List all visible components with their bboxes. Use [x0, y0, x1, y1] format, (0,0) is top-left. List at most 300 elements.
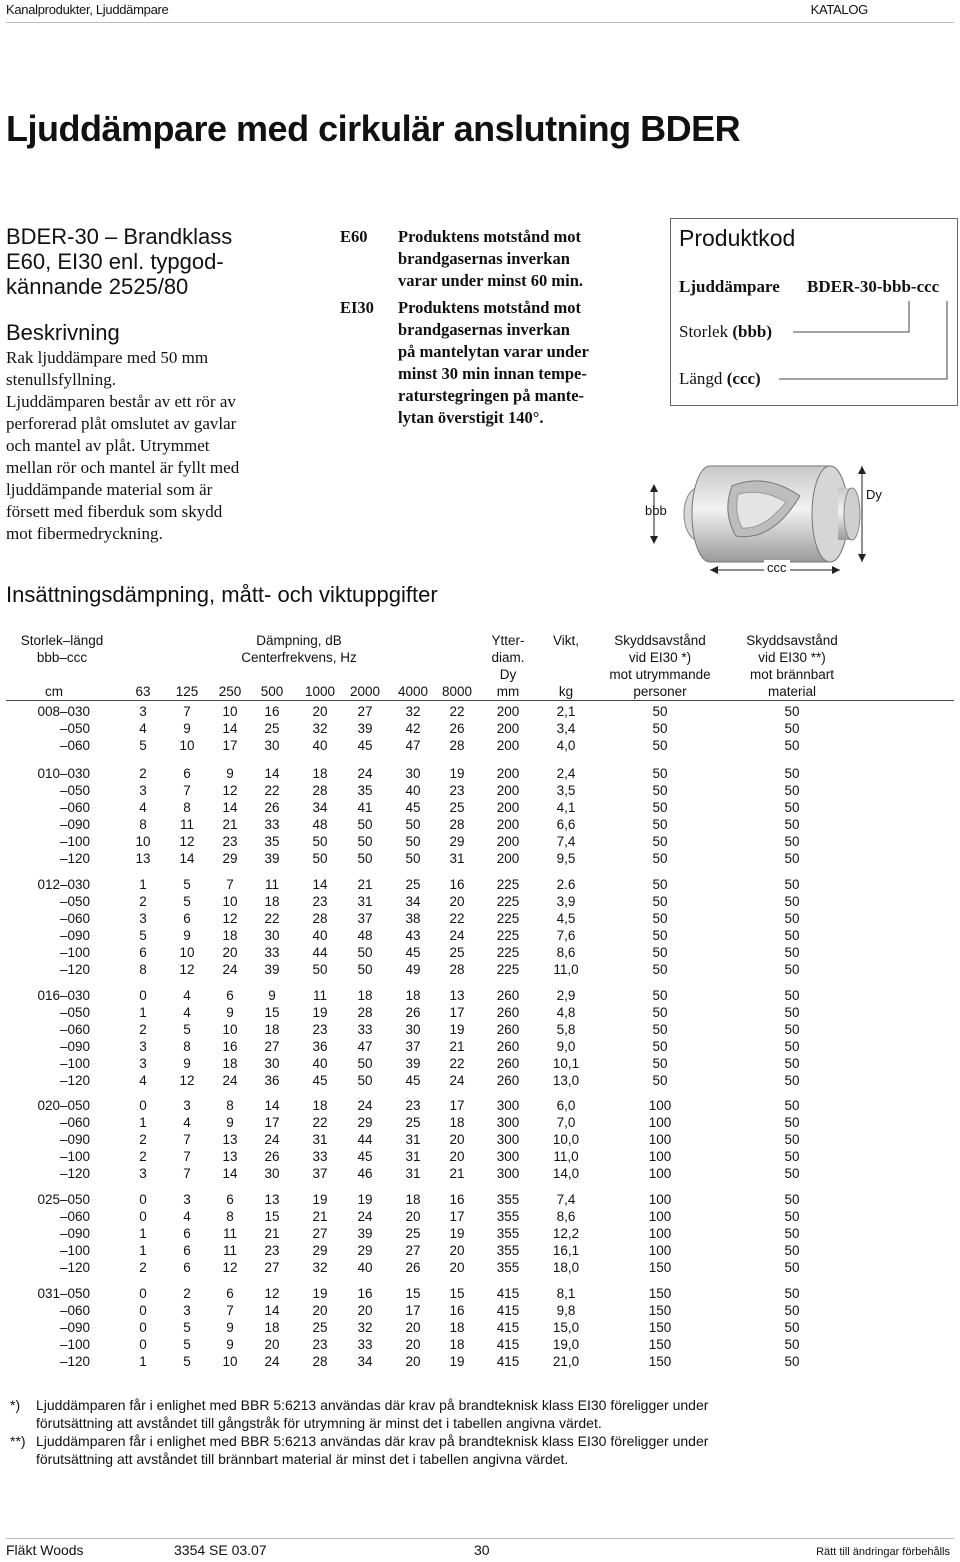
table-cell: 21 [357, 877, 373, 892]
table-cell: 50 [652, 1073, 668, 1088]
beskrivning-line: perforerad plåt omslutet av gavlar [6, 414, 237, 433]
table-cell: 24 [449, 1073, 465, 1088]
table-cell: 200 [496, 738, 520, 753]
table-cell: 21 [312, 1209, 328, 1224]
table-cell: 13 [222, 1132, 238, 1147]
table-cell: 18 [357, 988, 373, 1003]
header-skydd-material: Skyddsavstånd [746, 633, 838, 648]
produktkod-code: BDER-30-bbb-ccc [807, 277, 940, 296]
table-cell: 29 [357, 1243, 373, 1258]
table-row-size: –050 [59, 783, 90, 798]
table-cell: 50 [784, 1337, 800, 1352]
header-unit: 4000 [397, 684, 429, 699]
table-cell: 0 [139, 1098, 147, 1113]
table-cell: 12 [179, 962, 195, 977]
table-row-size: –120 [59, 1166, 90, 1181]
table-cell: 31 [405, 1149, 421, 1164]
table-cell: 50 [652, 911, 668, 926]
table-cell: 7 [226, 877, 234, 892]
table-cell: 4 [139, 721, 147, 736]
table-cell: 50 [652, 1005, 668, 1020]
table-cell: 25 [264, 721, 280, 736]
header-storlek: bbb–ccc [36, 650, 88, 665]
table-cell: 40 [312, 738, 328, 753]
beskrivning-line: och mantel av plåt. Utrymmet [6, 436, 210, 455]
table-cell: 19 [449, 1226, 465, 1241]
table-cell: 5 [139, 738, 147, 753]
footnote-2 [10, 1432, 950, 1468]
table-row-size: –100 [59, 1056, 90, 1071]
class-text-line: minst 30 min innan tempe- [398, 364, 587, 383]
table-cell: 50 [784, 1005, 800, 1020]
table-row-size: –120 [59, 1354, 90, 1369]
table-cell: 13 [222, 1149, 238, 1164]
header-unit: 63 [135, 684, 151, 699]
header-ytterdiam: Dy [499, 667, 517, 682]
table-cell: 4,0 [556, 738, 576, 753]
langd-label: Längd (ccc) [679, 369, 761, 388]
table-cell: 35 [264, 834, 280, 849]
table-cell: 17 [264, 1115, 280, 1130]
table-cell: 33 [264, 945, 280, 960]
table-cell: 4 [183, 1115, 191, 1130]
header-skydd-material: material [767, 684, 816, 699]
table-cell: 2 [139, 1149, 147, 1164]
table-cell: 20 [312, 704, 328, 719]
table-cell: 355 [496, 1209, 520, 1224]
table-cell: 6 [183, 1243, 191, 1258]
table-cell: 50 [784, 1320, 800, 1335]
table-cell: 200 [496, 783, 520, 798]
table-cell: 415 [496, 1303, 520, 1318]
table-cell: 1 [139, 877, 147, 892]
table-cell: 22 [264, 911, 280, 926]
table-cell: 100 [648, 1132, 672, 1147]
table-cell: 0 [139, 1337, 147, 1352]
header-skydd-material: mot brännbart [749, 667, 835, 682]
table-cell: 42 [405, 721, 421, 736]
beskrivning-line: försett med fiberduk som skydd [6, 502, 223, 521]
table-cell: 150 [648, 1354, 672, 1369]
table-cell: 50 [784, 1056, 800, 1071]
table-cell: 29 [222, 851, 238, 866]
table-cell: 50 [784, 800, 800, 815]
table-cell: 225 [496, 894, 520, 909]
table-cell: 31 [357, 894, 373, 909]
table-cell: 29 [312, 1243, 328, 1258]
table-cell: 24 [449, 928, 465, 943]
table-row-size: –090 [59, 928, 90, 943]
produktkod-name: Ljuddämpare [679, 277, 780, 296]
table-cell: 7,6 [556, 928, 576, 943]
class-text-line: varar under minst 60 min. [398, 271, 584, 290]
table-cell: 26 [405, 1005, 421, 1020]
table-cell: 415 [496, 1286, 520, 1301]
table-cell: 5 [183, 877, 191, 892]
table-cell: 225 [496, 945, 520, 960]
table-cell: 23 [312, 1337, 328, 1352]
table-cell: 7 [183, 1166, 191, 1181]
table-cell: 14 [222, 721, 238, 736]
table-cell: 38 [405, 911, 421, 926]
table-cell: 3 [183, 1192, 191, 1207]
class-text-line: på mantelytan varar under [398, 342, 589, 361]
table-row-size: –050 [59, 721, 90, 736]
table-cell: 50 [784, 738, 800, 753]
table-cell: 9,0 [556, 1039, 576, 1054]
table-cell: 49 [405, 962, 421, 977]
table-cell: 27 [357, 704, 373, 719]
table-cell: 100 [648, 1209, 672, 1224]
beskrivning-line: mot fibermedryckning. [6, 524, 163, 543]
table-row-size: –060 [59, 800, 90, 815]
table-cell: 225 [496, 877, 520, 892]
table-cell: 50 [784, 1149, 800, 1164]
table-row-size: –060 [59, 911, 90, 926]
table-cell: 200 [496, 800, 520, 815]
table-cell: 2,9 [556, 988, 576, 1003]
table-row-size: –100 [59, 1149, 90, 1164]
table-cell: 25 [312, 1320, 328, 1335]
table-cell: 34 [405, 894, 421, 909]
beskrivning-heading: Beskrivning [6, 320, 120, 345]
table-cell: 150 [648, 1320, 672, 1335]
table-cell: 225 [496, 911, 520, 926]
table-cell: 50 [784, 1039, 800, 1054]
table-cell: 50 [652, 766, 668, 781]
table-cell: 13,0 [552, 1073, 580, 1088]
table-cell: 260 [496, 1005, 520, 1020]
table-row-size: –090 [59, 1132, 90, 1147]
table-cell: 23 [405, 1098, 421, 1113]
table-cell: 415 [496, 1354, 520, 1369]
table-cell: 6 [183, 1226, 191, 1241]
beskrivning-line: stenullsfyllning. [6, 370, 117, 389]
table-cell: 18,0 [552, 1260, 580, 1275]
table-cell: 22 [449, 911, 465, 926]
table-cell: 6 [226, 1192, 234, 1207]
table-cell: 22 [449, 1056, 465, 1071]
header-storlek: Storlek–längd [20, 633, 104, 648]
table-cell: 12 [179, 1073, 195, 1088]
table-cell: 50 [312, 834, 328, 849]
table-cell: 28 [312, 911, 328, 926]
table-cell: 15 [264, 1209, 280, 1224]
table-cell: 25 [405, 1115, 421, 1130]
table-cell: 8,6 [556, 945, 576, 960]
table-cell: 28 [312, 1354, 328, 1369]
table-cell: 18 [312, 1098, 328, 1113]
table-cell: 4,8 [556, 1005, 576, 1020]
table-cell: 50 [784, 1022, 800, 1037]
table-cell: 3,5 [556, 783, 576, 798]
table-cell: 8 [139, 817, 147, 832]
table-cell: 19 [357, 1192, 373, 1207]
table-cell: 0 [139, 1209, 147, 1224]
table-cell: 4 [183, 1209, 191, 1224]
table-cell: 50 [784, 1243, 800, 1258]
table-cell: 21 [449, 1166, 465, 1181]
table-cell: 40 [312, 928, 328, 943]
header-unit: kg [558, 684, 574, 699]
header-unit: 500 [260, 684, 284, 699]
table-cell: 20 [449, 1243, 465, 1258]
table-cell: 14 [264, 1098, 280, 1113]
table-cell: 5,8 [556, 1022, 576, 1037]
table-cell: 50 [405, 851, 421, 866]
table-cell: 50 [784, 1098, 800, 1113]
table-cell: 14 [264, 1303, 280, 1318]
table-cell: 26 [405, 1260, 421, 1275]
brandklass-line: BDER-30 – Brandklass [6, 224, 233, 249]
table-cell: 3 [139, 1039, 147, 1054]
table-cell: 6 [183, 911, 191, 926]
table-cell: 50 [652, 1056, 668, 1071]
table-cell: 21 [222, 817, 238, 832]
table-cell: 50 [652, 928, 668, 943]
header-vikt: Vikt, [552, 633, 579, 648]
header-unit: 8000 [441, 684, 473, 699]
table-cell: 15,0 [552, 1320, 580, 1335]
table-cell: 24 [357, 1098, 373, 1113]
table-cell: 6,0 [556, 1098, 576, 1113]
table-cell: 30 [264, 1166, 280, 1181]
table-cell: 15 [264, 1005, 280, 1020]
table-cell: 1 [139, 1115, 147, 1130]
header-unit: 125 [175, 684, 199, 699]
table-cell: 26 [264, 800, 280, 815]
table-cell: 50 [357, 1056, 373, 1071]
table-row-size: –100 [59, 945, 90, 960]
table-cell: 6 [226, 988, 234, 1003]
header-ytterdiam: diam. [491, 650, 525, 665]
table-row-size: 031–050 [37, 1286, 90, 1301]
table-cell: 37 [357, 911, 373, 926]
table-cell: 23 [312, 894, 328, 909]
table-cell: 16 [264, 704, 280, 719]
table-cell: 50 [784, 1132, 800, 1147]
table-cell: 9 [268, 988, 276, 1003]
table-cell: 50 [784, 988, 800, 1003]
table-row-size: –120 [59, 851, 90, 866]
table-cell: 18 [264, 894, 280, 909]
table-cell: 10 [222, 894, 238, 909]
footnote-text: förutsättning att avståndet till gångstråk för utrymning är minst det i tabellen angivna värdet. [36, 1415, 602, 1431]
table-row-size: 025–050 [37, 1192, 90, 1207]
table-cell: 1 [139, 1226, 147, 1241]
table-cell: 50 [357, 851, 373, 866]
table-row-size: –090 [59, 817, 90, 832]
table-row-size: 012–030 [37, 877, 90, 892]
header-unit: 2000 [349, 684, 381, 699]
table-cell: 19 [312, 1005, 328, 1020]
table-cell: 6,6 [556, 817, 576, 832]
header-skydd-personer: vid EI30 *) [628, 650, 692, 665]
table-cell: 12 [222, 783, 238, 798]
table-cell: 6 [183, 1260, 191, 1275]
table-cell: 18 [312, 766, 328, 781]
table-cell: 23 [312, 1022, 328, 1037]
table-cell: 27 [405, 1243, 421, 1258]
table-cell: 3 [183, 1303, 191, 1318]
table-cell: 48 [312, 817, 328, 832]
table-cell: 43 [405, 928, 421, 943]
table-cell: 32 [357, 1320, 373, 1335]
footer-note: Rätt till ändringar förbehålls [816, 1546, 950, 1558]
table-cell: 0 [139, 1192, 147, 1207]
table-cell: 19 [449, 1022, 465, 1037]
table-cell: 50 [652, 738, 668, 753]
table-cell: 50 [784, 911, 800, 926]
footnotes [10, 1396, 950, 1468]
class-text-line: raturstegringen på mante- [398, 386, 585, 405]
table-cell: 18 [405, 988, 421, 1003]
table-cell: 20 [357, 1303, 373, 1318]
table-cell: 14 [222, 800, 238, 815]
table-cell: 17 [405, 1303, 421, 1318]
table-row-size: –120 [59, 962, 90, 977]
table-cell: 20 [405, 1209, 421, 1224]
table-cell: 50 [784, 928, 800, 943]
table-row-size: –060 [59, 1209, 90, 1224]
table-cell: 20 [405, 1320, 421, 1335]
header-skydd-material: vid EI30 **) [758, 650, 826, 665]
table-cell: 2 [139, 894, 147, 909]
table-cell: 10,0 [552, 1132, 580, 1147]
table-cell: 355 [496, 1243, 520, 1258]
header-skydd-personer: personer [633, 684, 687, 699]
table-cell: 10 [222, 1354, 238, 1369]
table-cell: 355 [496, 1260, 520, 1275]
table-cell: 37 [405, 1039, 421, 1054]
table-cell: 1 [139, 1243, 147, 1258]
table-cell: 50 [784, 1354, 800, 1369]
table-cell: 27 [264, 1039, 280, 1054]
table-cell: 47 [405, 738, 421, 753]
table-cell: 31 [449, 851, 465, 866]
table-cell: 11 [264, 877, 279, 892]
figure-bbb-label: bbb [645, 503, 667, 518]
footer-company: Fläkt Woods [6, 1542, 84, 1558]
table-cell: 18 [264, 1320, 280, 1335]
table-cell: 24 [357, 766, 373, 781]
table-cell: 6 [226, 1286, 234, 1301]
header-dampning: Centerfrekvens, Hz [241, 650, 357, 665]
table-cell: 8,1 [556, 1286, 576, 1301]
table-cell: 10,1 [552, 1056, 580, 1071]
table-cell: 50 [784, 962, 800, 977]
table-cell: 45 [312, 1073, 328, 1088]
table-cell: 24 [222, 962, 238, 977]
table-row-size: 010–030 [37, 766, 90, 781]
table-cell: 200 [496, 851, 520, 866]
table-cell: 200 [496, 721, 520, 736]
table-cell: 16 [357, 1286, 373, 1301]
table-cell: 25 [449, 800, 465, 815]
beskrivning-line: mellan rör och mantel är fyllt med [6, 458, 240, 477]
table-cell: 5 [183, 894, 191, 909]
table-cell: 260 [496, 1056, 520, 1071]
table-cell: 20 [405, 1354, 421, 1369]
table-cell: 41 [357, 800, 373, 815]
table-cell: 50 [357, 962, 373, 977]
table-cell: 50 [652, 851, 668, 866]
table-cell: 31 [405, 1132, 421, 1147]
table-cell: 32 [405, 704, 421, 719]
header-skydd-personer: Skyddsavstånd [614, 633, 706, 648]
table-cell: 8,6 [556, 1209, 576, 1224]
table-cell: 21,0 [552, 1354, 580, 1369]
table-cell: 11,0 [553, 962, 579, 977]
table-cell: 7 [183, 783, 191, 798]
table-row-size: –060 [59, 738, 90, 753]
table-cell: 22 [264, 783, 280, 798]
table-cell: 22 [312, 1115, 328, 1130]
table-cell: 40 [357, 1260, 373, 1275]
table-cell: 28 [449, 962, 465, 977]
table-cell: 9 [183, 928, 191, 943]
class-text-line: brandgasernas inverkan [398, 249, 570, 268]
table-cell: 9 [226, 766, 234, 781]
brandklass-line: E60, EI30 enl. typgod- [6, 249, 224, 274]
table-row-size: –090 [59, 1039, 90, 1054]
table-cell: 8 [139, 962, 147, 977]
table-cell: 100 [648, 1149, 672, 1164]
header-right: KATALOG [810, 2, 868, 17]
table-cell: 26 [449, 721, 465, 736]
table-cell: 18 [222, 928, 238, 943]
table-cell: 10 [179, 945, 195, 960]
table-cell: 12 [264, 1286, 280, 1301]
table-cell: 21 [449, 1039, 465, 1054]
table-cell: 30 [405, 1022, 421, 1037]
table-cell: 14 [264, 766, 280, 781]
beskrivning-line: Rak ljuddämpare med 50 mm [6, 348, 209, 367]
footer-page-number: 30 [474, 1542, 490, 1558]
table-cell: 29 [449, 834, 465, 849]
table-cell: 50 [784, 1166, 800, 1181]
table-cell: 4 [139, 800, 147, 815]
table-cell: 20 [312, 1303, 328, 1318]
table-cell: 4 [183, 1005, 191, 1020]
table-cell: 39 [405, 1056, 421, 1071]
table-cell: 50 [652, 800, 668, 815]
table-cell: 355 [496, 1226, 520, 1241]
table-cell: 19 [312, 1286, 328, 1301]
table-cell: 21 [264, 1226, 280, 1241]
table-cell: 50 [784, 1260, 800, 1275]
table-cell: 31 [405, 1166, 421, 1181]
table-cell: 1 [139, 1005, 147, 1020]
table-cell: 3,4 [556, 721, 576, 736]
table-cell: 11 [222, 1243, 237, 1258]
table-cell: 18 [449, 1337, 465, 1352]
table-cell: 13 [135, 851, 151, 866]
table-cell: 24 [222, 1073, 238, 1088]
table-cell: 100 [648, 1115, 672, 1130]
produktkod-heading: Produktkod [679, 225, 796, 251]
table-cell: 39 [357, 721, 373, 736]
table-cell: 17 [449, 1098, 465, 1113]
header-unit: mm [496, 684, 520, 699]
table-cell: 100 [648, 1243, 672, 1258]
table-cell: 7,4 [556, 834, 576, 849]
table-cell: 10 [222, 1022, 238, 1037]
table-cell: 260 [496, 1073, 520, 1088]
table-cell: 36 [312, 1039, 328, 1054]
table-cell: 0 [139, 1303, 147, 1318]
table-cell: 3 [139, 783, 147, 798]
